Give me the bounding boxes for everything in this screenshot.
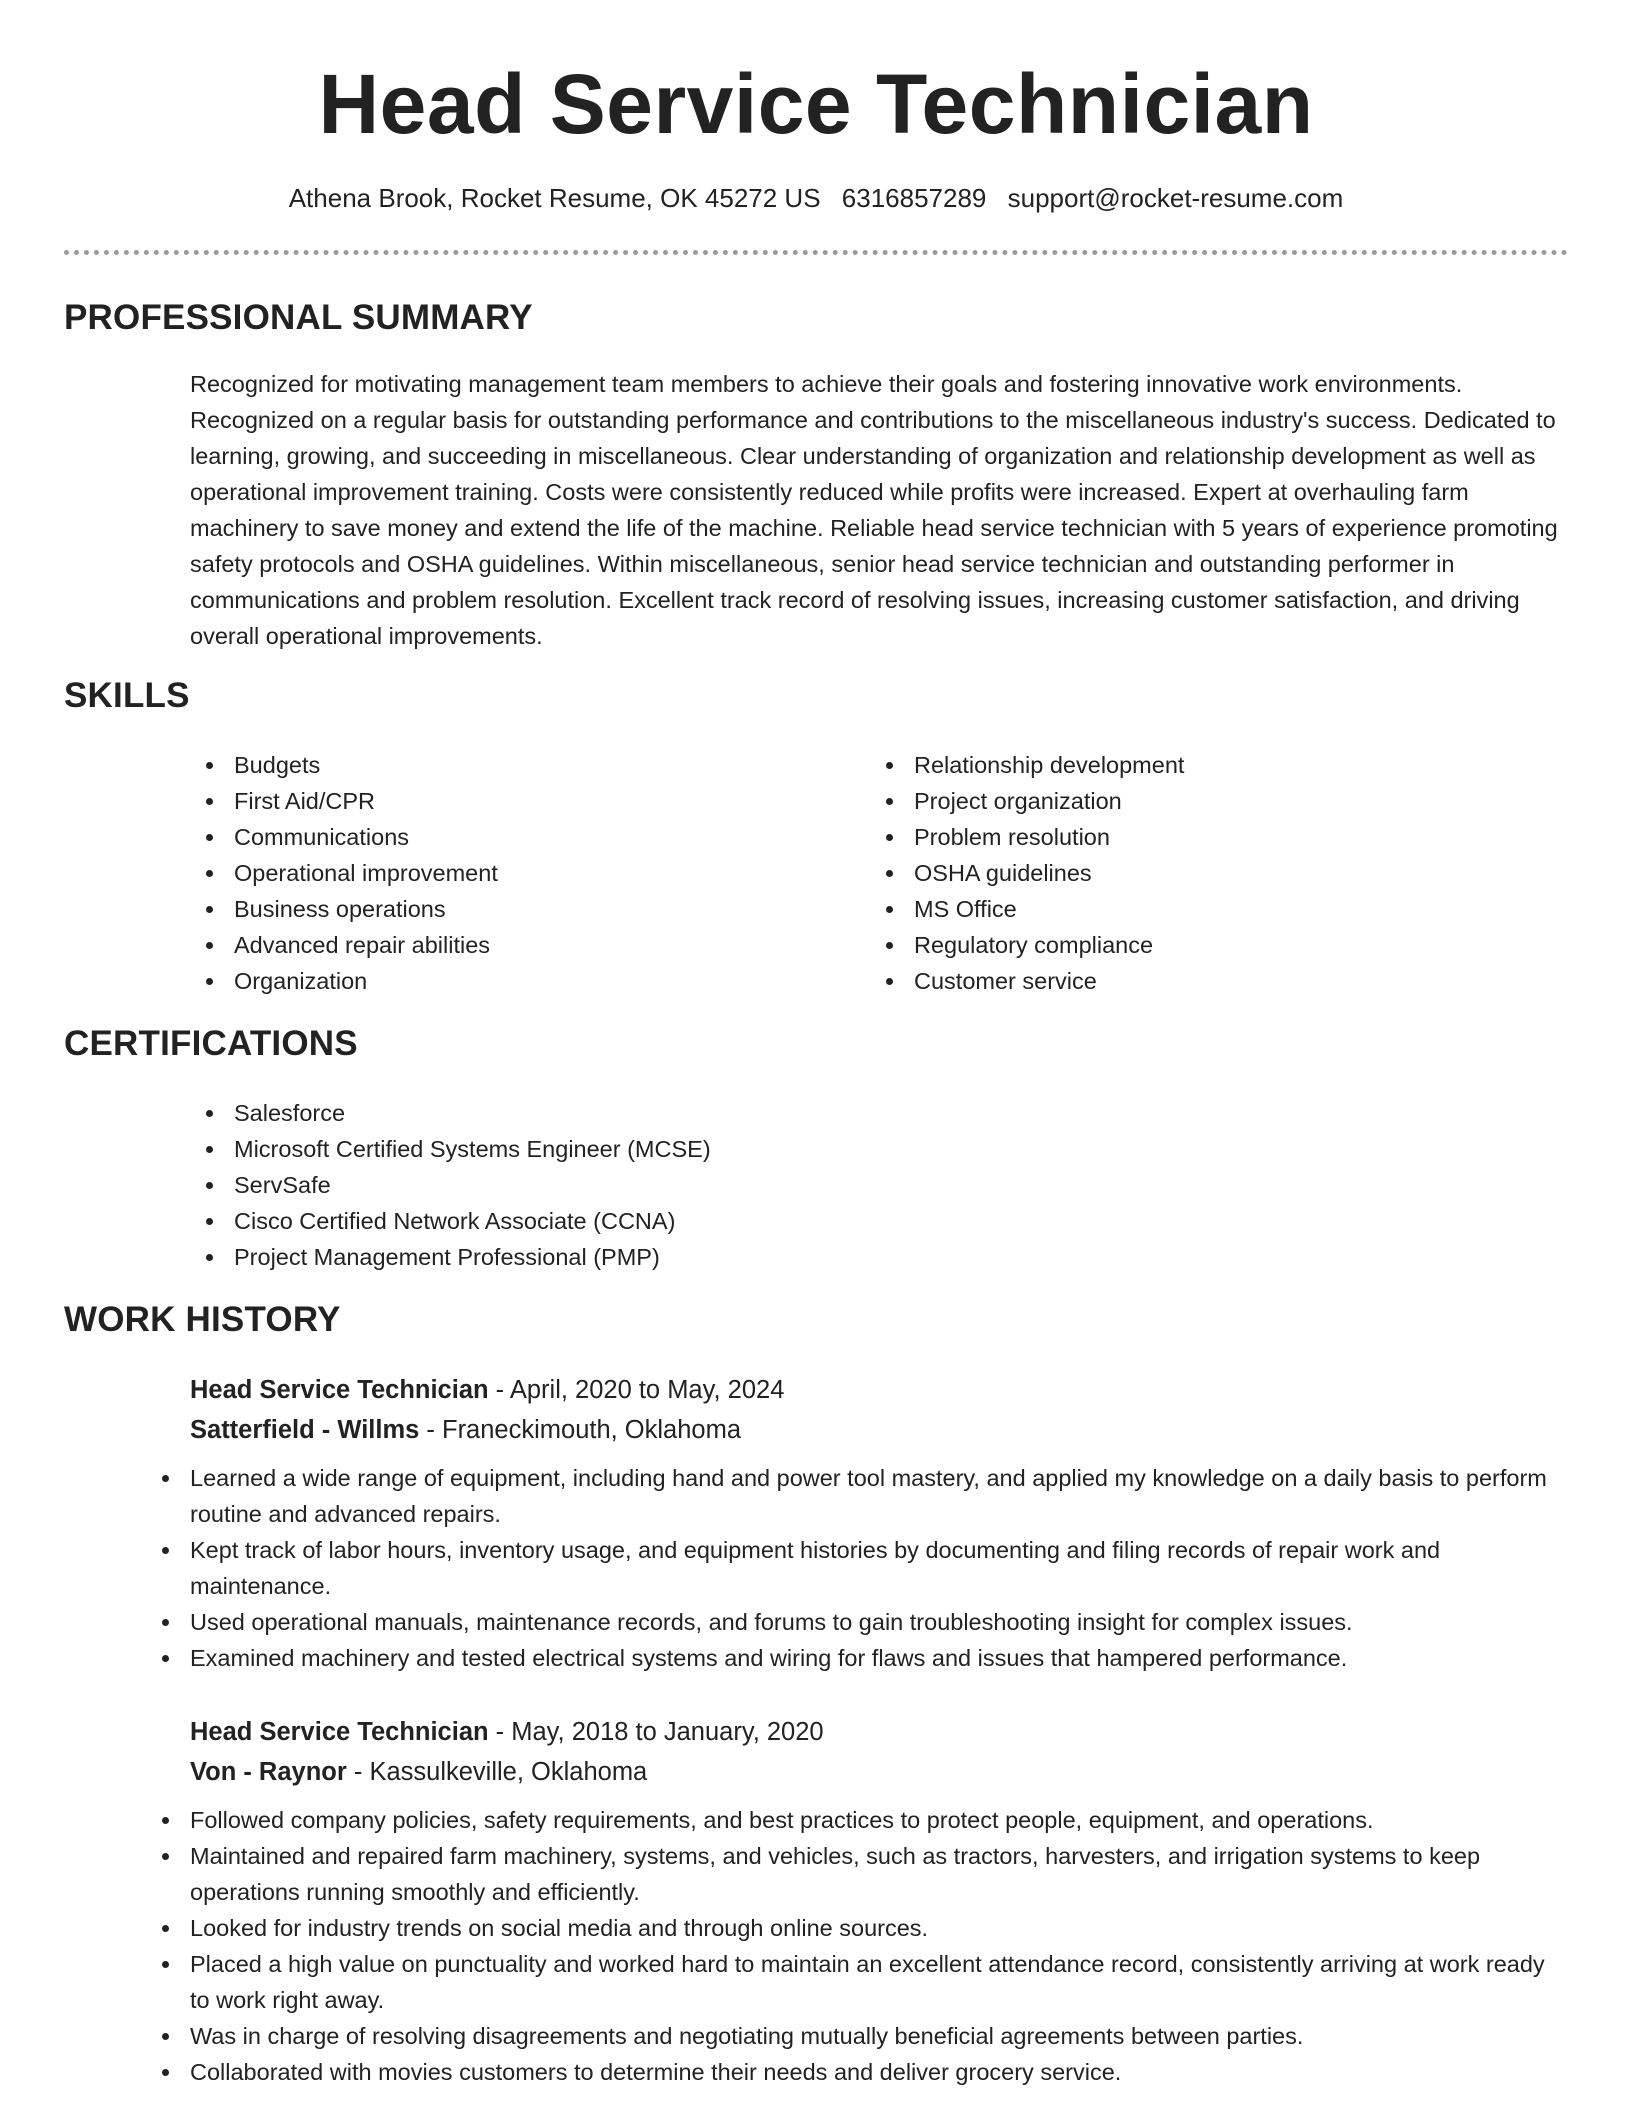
contact-email: support@rocket-resume.com bbox=[1007, 183, 1344, 213]
contact-line bbox=[0, 180, 1632, 216]
list-item: OSHA guidelines bbox=[870, 855, 1510, 891]
list-item: Budgets bbox=[190, 747, 830, 783]
list-item: Looked for industry trends on social media and through online sources. bbox=[146, 1910, 1565, 1946]
job-location: - Kassulkeville, Oklahoma bbox=[346, 1758, 648, 1786]
job-entry bbox=[190, 1712, 1565, 2090]
job-company: Satterfield - Willms bbox=[190, 1416, 420, 1444]
job-bullets bbox=[146, 1460, 1565, 1676]
list-item: First Aid/CPR bbox=[190, 783, 830, 819]
list-item: Communications bbox=[190, 819, 830, 855]
list-item: Cisco Certified Network Associate (CCNA) bbox=[190, 1203, 1190, 1239]
section-title-work-history: WORK HISTORY bbox=[64, 1300, 341, 1339]
job-company-line bbox=[190, 1752, 1565, 1792]
list-item: Maintained and repaired farm machinery, systems, and vehicles, such as tractors, harvesters, and irrigation systems to keep operations running smoothly and efficiently. bbox=[146, 1838, 1565, 1910]
section-title-skills: SKILLS bbox=[64, 676, 190, 715]
list-item: Placed a high value on punctuality and worked hard to maintain an excellent attendance record, consistently arriving at work ready to work right away. bbox=[146, 1946, 1565, 2018]
list-item: Relationship development bbox=[870, 747, 1510, 783]
job-bullets bbox=[146, 1802, 1565, 2090]
job-role: Head Service Technician bbox=[190, 1376, 489, 1404]
job-company-line bbox=[190, 1410, 1565, 1450]
job-title-line bbox=[190, 1370, 1565, 1410]
list-item: Organization bbox=[190, 963, 830, 999]
list-item: Problem resolution bbox=[870, 819, 1510, 855]
list-item: Salesforce bbox=[190, 1095, 1190, 1131]
list-item: Project Management Professional (PMP) bbox=[190, 1239, 1190, 1275]
list-item: Operational improvement bbox=[190, 855, 830, 891]
list-item: Microsoft Certified Systems Engineer (MCSE) bbox=[190, 1131, 1190, 1167]
job-role: Head Service Technician bbox=[190, 1718, 489, 1746]
list-item: MS Office bbox=[870, 891, 1510, 927]
list-item: Examined machinery and tested electrical systems and wiring for flaws and issues that hampered performance. bbox=[146, 1640, 1565, 1676]
list-item: Used operational manuals, maintenance records, and forums to gain troubleshooting insight for complex issues. bbox=[146, 1604, 1565, 1640]
job-company: Von - Raynor bbox=[190, 1758, 347, 1786]
contact-address: Athena Brook, Rocket Resume, OK 45272 US bbox=[288, 183, 821, 213]
list-item: Advanced repair abilities bbox=[190, 927, 830, 963]
list-item: Collaborated with movies customers to determine their needs and deliver grocery service. bbox=[146, 2054, 1565, 2090]
list-item: Project organization bbox=[870, 783, 1510, 819]
list-item: Was in charge of resolving disagreements and negotiating mutually beneficial agreements between parties. bbox=[146, 2018, 1565, 2054]
section-title-summary: PROFESSIONAL SUMMARY bbox=[64, 298, 533, 337]
certifications-list bbox=[190, 1095, 1190, 1275]
job-dates: - April, 2020 to May, 2024 bbox=[488, 1376, 785, 1404]
skills-list-right bbox=[870, 747, 1510, 999]
job-entry bbox=[190, 1370, 1565, 1676]
job-title-line bbox=[190, 1712, 1565, 1752]
list-item: Business operations bbox=[190, 891, 830, 927]
list-item: Followed company policies, safety requirements, and best practices to protect people, equipment, and operations. bbox=[146, 1802, 1565, 1838]
summary-text: Recognized for motivating management team members to achieve their goals and fostering innovative work environments. Recognized on a regular basis for outstanding performance and contributions to the miscellaneous industry's success. Dedicated to learning, growing, and succeeding in miscellaneous. Clear understanding of organization and relationship development as well as operational improvement training. Costs were consistently reduced while profits were increased. Expert at overhauling farm machinery to save money and extend the life of the machine. Reliable head service technician with 5 years of experience promoting safety protocols and OSHA guidelines. Within miscellaneous, senior head service technician and outstanding performer in communications and problem resolution. Excellent track record of resolving issues, increasing customer satisfaction, and driving overall operational improvements. bbox=[190, 371, 1558, 649]
list-item: Regulatory compliance bbox=[870, 927, 1510, 963]
list-item: Customer service bbox=[870, 963, 1510, 999]
skills-list-left bbox=[190, 747, 830, 999]
contact-phone: 6316857289 bbox=[841, 183, 987, 213]
list-item: Learned a wide range of equipment, including hand and power tool mastery, and applied my knowledge on a daily basis to perform routine and advanced repairs. bbox=[146, 1460, 1565, 1532]
section-title-certifications: CERTIFICATIONS bbox=[64, 1024, 358, 1063]
job-dates: - May, 2018 to January, 2020 bbox=[488, 1718, 824, 1746]
header-divider bbox=[64, 250, 1568, 255]
resume-title: Head Service Technician bbox=[318, 57, 1314, 151]
list-item: ServSafe bbox=[190, 1167, 1190, 1203]
job-location: - Franeckimouth, Oklahoma bbox=[419, 1416, 742, 1444]
list-item: Kept track of labor hours, inventory usage, and equipment histories by documenting and filing records of repair work and maintenance. bbox=[146, 1532, 1565, 1604]
